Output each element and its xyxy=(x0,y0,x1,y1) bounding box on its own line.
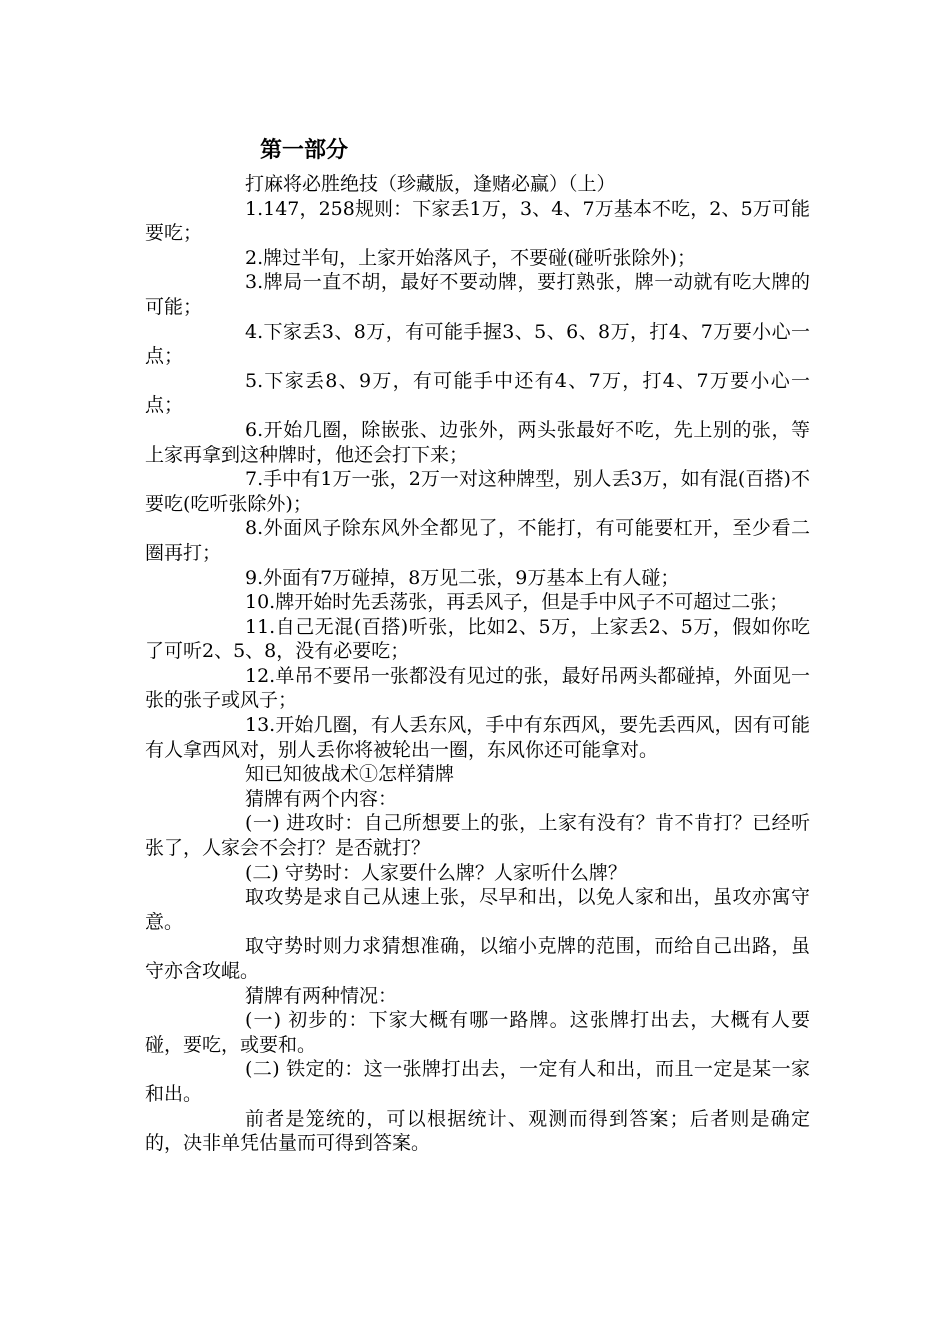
section-heading: 第一部分 xyxy=(260,138,349,163)
paragraph: 10.牌开始时先丢荡张，再丢风子，但是手中风子不可超过二张； xyxy=(245,591,789,614)
paragraph: 7.手中有1万一张，2万一对这种牌型，别人丢3万，如有混(百搭)不要吃(吃听张除外)； xyxy=(145,468,810,515)
paragraph: (一) 初步的：下家大概有哪一路牌。这张牌打出去，大概有人要碰，要吃，或要和。 xyxy=(145,1009,810,1056)
paragraph: 11.自己无混(百搭)听张，比如2、5万，上家丢2、5万，假如你吃了可听2、5、8，没有必要吃； xyxy=(145,615,810,663)
paragraph: 9.外面有7万碰掉，8万见二张，9万基本上有人碰； xyxy=(245,566,680,589)
paragraph: 1.147，258规则：下家丢1万，3、4、7万基本不吃，2、5万可能要吃； xyxy=(145,197,810,245)
document-page xyxy=(145,136,810,1156)
paragraph: 取守势时则力求猜想准确，以缩小克牌的范围，而给自己出路，虽守亦含攻崐。 xyxy=(145,935,810,982)
paragraph: 打麻将必胜绝技（珍藏版，逢赌必赢）（上） xyxy=(245,173,616,195)
paragraph: 3.牌局一直不胡，最好不要动牌，要打熟张，牌一动就有吃大牌的可能； xyxy=(145,271,810,318)
paragraph: 猜牌有两种情况： xyxy=(245,984,398,1007)
paragraph: 取攻势是求自己从速上张，尽早和出，以免人家和出，虽攻亦寓守意。 xyxy=(145,886,810,933)
paragraph: 2.牌过半旬，上家开始落风子，不要碰(碰听张除外)； xyxy=(245,246,696,269)
paragraph: 13.开始几圈，有人丢东风，手中有东西风，要先丢西风，因有可能有人拿西风对，别人丢你将被轮出一圈，东风你还可能拿对。 xyxy=(145,714,810,761)
paragraph: (二) 铁定的：这一张牌打出去，一定有人和出，而且一定是某一家和出。 xyxy=(145,1058,810,1105)
paragraph: 8.外面风子除东风外全都见了，不能打，有可能要杠开，至少看二圈再打； xyxy=(145,517,810,564)
paragraph: 知已知彼战术①怎样猜牌 xyxy=(245,763,455,786)
paragraph: (二) 守势时：人家要什么牌？人家听什么牌？ xyxy=(245,861,627,884)
paragraph: 猜牌有两个内容： xyxy=(245,787,398,810)
paragraph: (一) 进攻时：自己所想要上的张，上家有没有？肯不肯打？已经听张了，人家会不会打？是否就打？ xyxy=(145,812,810,860)
paragraph: 5.下家丢8、9万，有可能手中还有4、7万，打4、7万要小心一点； xyxy=(145,369,810,417)
paragraph: 4.下家丢3、8万，有可能手握3、5、6、8万，打4、7万要小心一点； xyxy=(145,320,810,368)
paragraph: 前者是笼统的，可以根据统计、观测而得到答案；后者则是确定的，决非单凭估量而可得到答案。 xyxy=(145,1107,810,1155)
paragraph: 6.开始几圈，除嵌张、边张外，两头张最好不吃，先上别的张，等上家再拿到这种牌时，他还会打下来； xyxy=(145,418,810,466)
paragraph: 12.单吊不要吊一张都没有见过的张，最好吊两头都碰掉，外面见一张的张子或风子； xyxy=(145,664,810,712)
